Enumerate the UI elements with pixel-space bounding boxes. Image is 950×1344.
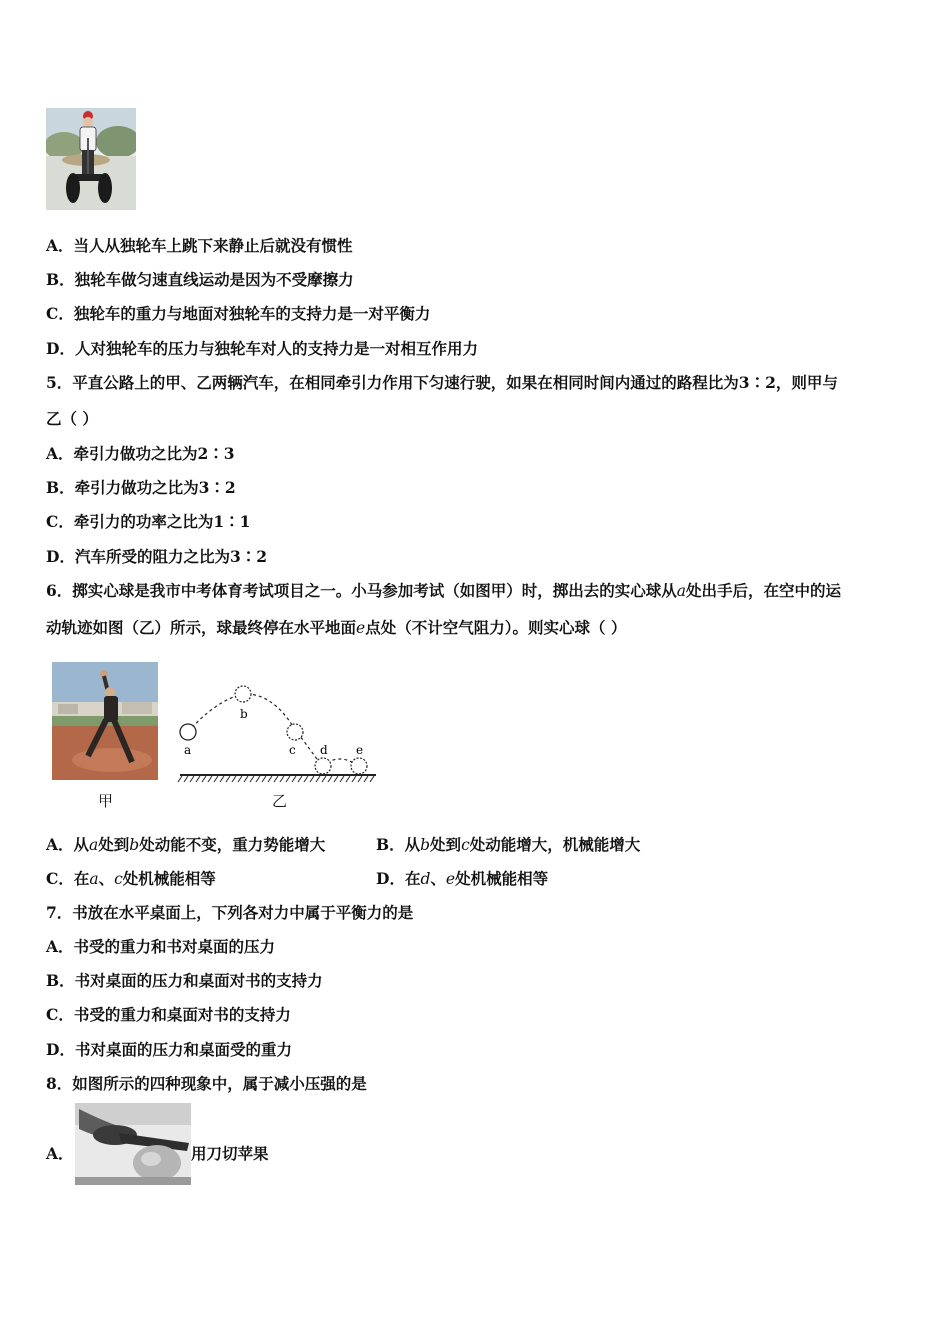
q6-option-c: C．在a、c处机械能相等 [46,869,216,888]
q6-option-d: D．在d、e处机械能相等 [376,869,549,888]
q5-option-a: A．牵引力做功之比为2∶3 [46,444,235,463]
q6-stem-line1 [46,581,841,601]
ball-label-d: d [320,743,328,757]
q6-option-b: B．从b处到c处动能增大，机械能增大 [376,835,641,854]
q8-stem: 8．如图所示的四种现象中，属于减小压强的是 [46,1074,367,1093]
q6-stem-line2 [46,618,626,638]
q7-option-a: A．书受的重力和书对桌面的压力 [46,937,276,956]
q5-option-c: C．牵引力的功率之比为1∶1 [46,512,251,531]
q4-option-d: D．人对独轮车的压力与独轮车对人的支持力是一对相互作用力 [46,339,478,358]
q6-var-a: a [676,582,687,600]
q5-option-b: B．牵引力做功之比为3∶2 [46,478,236,497]
figure-label-jia: 甲 [98,792,114,810]
q6-stem-text: 处出手后，在空中的运 [686,581,842,600]
q5-stem-line2: 乙（ ） [46,409,98,428]
q4-option-a: A．当人从独轮车上跳下来静止后就没有惯性 [46,236,353,255]
ball-label-a: a [184,743,192,757]
ball-d [315,758,331,774]
segway-photo [46,108,136,210]
q4-option-b: B．独轮车做匀速直线运动是因为不受摩擦力 [46,270,354,289]
q6-stem-text: 6．掷实心球是我市中考体育考试项目之一。小马参加考试（如图甲）时，掷出去的实心球从 [46,581,677,600]
q8-option-a-text: 用刀切苹果 [191,1144,269,1163]
q7-stem: 7．书放在水平桌面上，下列各对力中属于平衡力的是 [46,903,414,922]
knife-apple-photo [75,1103,191,1185]
q8-option-a-label: A． [46,1144,74,1163]
trajectory-diagram [172,682,382,786]
shot-put-photo [52,662,158,780]
q7-option-b: B．书对桌面的压力和桌面对书的支持力 [46,971,323,990]
ball-label-b: b [240,707,248,721]
q6-var-e: e [356,619,366,637]
q4-option-c: C．独轮车的重力与地面对独轮车的支持力是一对平衡力 [46,304,431,323]
figure-label-yi: 乙 [272,792,288,810]
ball-a [180,724,196,740]
ball-label-c: c [289,743,296,757]
q7-option-c: C．书受的重力和桌面对书的支持力 [46,1005,291,1024]
ball-c [287,724,303,740]
ball-b [235,686,251,702]
ball-e [351,758,367,774]
q5-option-d: D．汽车所受的阻力之比为3∶2 [46,547,268,566]
q5-stem-line1: 5．平直公路上的甲、乙两辆汽车，在相同牵引力作用下匀速行驶，如果在相同时间内通过的路程比为3∶2，则甲与 [46,373,838,392]
ball-label-e: e [356,743,364,757]
q6-option-a: A．从a处到b处动能不变，重力势能增大 [46,835,326,854]
q6-stem-text: 动轨迹如图（乙）所示，球最终停在水平地面 [46,618,357,637]
q7-option-d: D．书对桌面的压力和桌面受的重力 [46,1040,292,1059]
q6-stem-text: 点处（不计空气阻力）。则实心球（ ） [365,618,627,637]
